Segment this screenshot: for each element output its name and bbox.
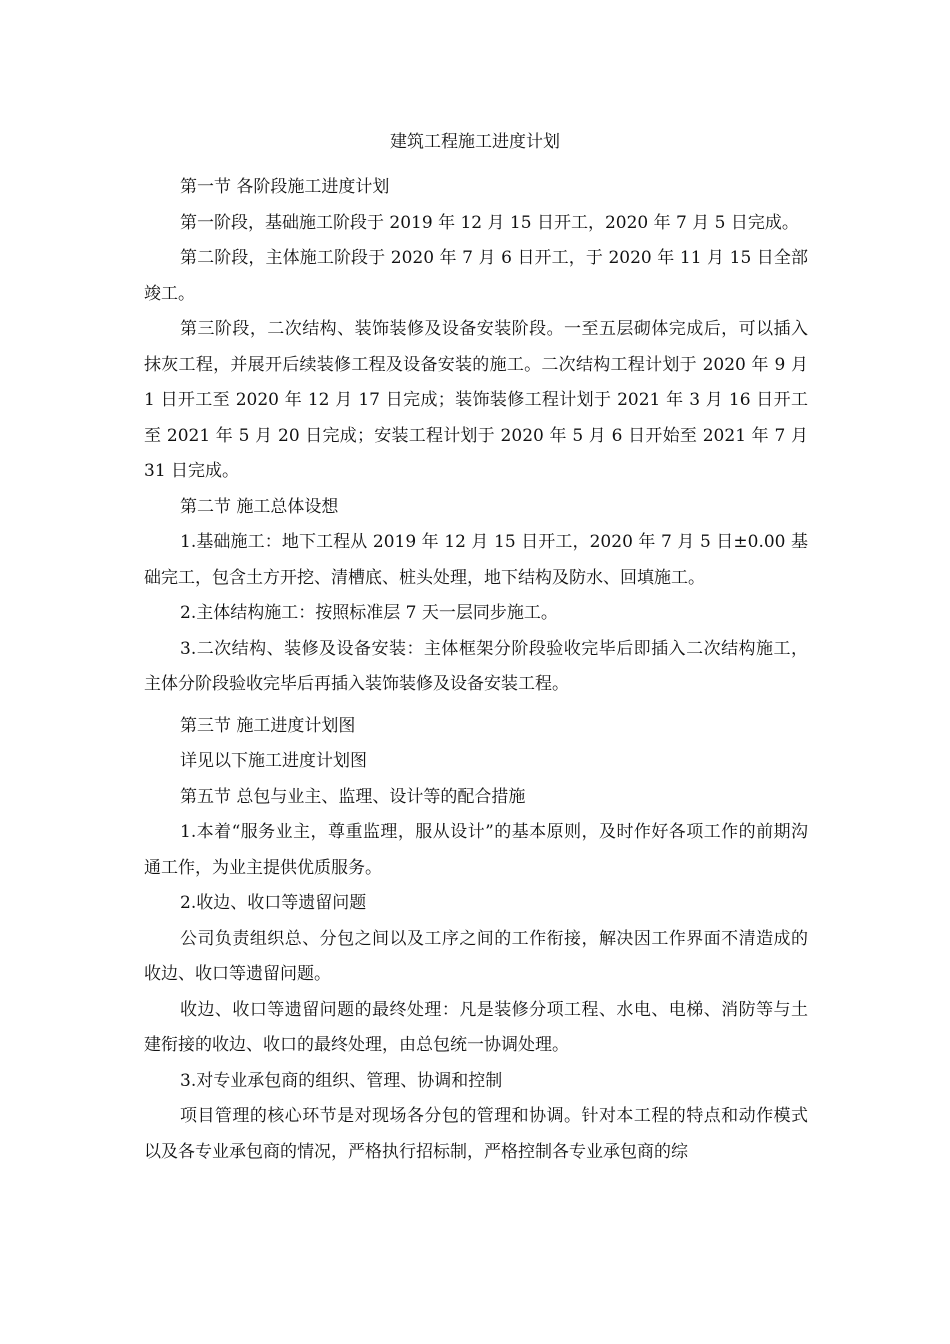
section-heading: 第三节 施工进度计划图 — [180, 715, 356, 736]
document-title: 建筑工程施工进度计划 — [390, 132, 560, 152]
section-heading: 第二节 施工总体设想 — [180, 496, 339, 517]
paragraph: 第二阶段，主体施工阶段于 2020 年 7 月 6 日开工，于 2020 年 11 月 15 日全部竣工。 — [144, 248, 808, 304]
paragraph: 3.二次结构、装修及设备安装：主体框架分阶段验收完毕后即插入二次结构施工，主体分阶段验收完毕后再插入装饰装修及设备安装工程。 — [144, 638, 808, 694]
paragraph: 2.主体结构施工：按照标准层 7 天一层同步施工。 — [180, 603, 558, 623]
paragraph: 2.收边、收口等遗留问题 — [180, 893, 367, 913]
paragraph: 1.本着“服务业主，尊重监理，服从设计”的基本原则，及时作好各项工作的前期沟通工作，为业主提供优质服务。 — [144, 822, 808, 878]
paragraph: 收边、收口等遗留问题的最终处理：凡是装修分项工程、水电、电梯、消防等与土建衔接的收边、收口的最终处理，由总包统一协调处理。 — [144, 999, 808, 1055]
section-heading: 第五节 总包与业主、监理、设计等的配合措施 — [180, 786, 526, 807]
paragraph: 第一阶段，基础施工阶段于 2019 年 12 月 15 日开工，2020 年 7 月 5 日完成。 — [180, 212, 799, 233]
paragraph: 详见以下施工进度计划图 — [180, 751, 367, 771]
paragraph: 1.基础施工：地下工程从 2019 年 12 月 15 日开工，2020 年 7 月 5 日±0.00 基础完工，包含土方开挖、清槽底、桩头处理，地下结构及防水、回填施工。 — [144, 532, 808, 588]
paragraph: 第三阶段，二次结构、装饰装修及设备安装阶段。一至五层砌体完成后，可以插入抹灰工程，并展开后续装修工程及设备安装的施工。二次结构工程计划于 2020 年 9 月 1 日开工至 2020 年 12 月 17 日完成；装饰装修工程计划于 2021 年 3 月 16 日开工至 2021 年 5 月 20 日完成；安装工程计划于 2020 年 5 月 6 日开始至 2021 年 7 月 31 日完成。 — [144, 319, 808, 481]
paragraph: 项目管理的核心环节是对现场各分包的管理和协调。针对本工程的特点和动作模式以及各专业承包商的情况，严格执行招标制，严格控制各专业承包商的综 — [144, 1106, 808, 1162]
paragraph: 3.对专业承包商的组织、管理、协调和控制 — [180, 1070, 503, 1091]
section-heading: 第一节 各阶段施工进度计划 — [180, 177, 390, 197]
paragraph: 公司负责组织总、分包之间以及工序之间的工作衔接，解决因工作界面不清造成的收边、收口等遗留问题。 — [144, 928, 808, 984]
document-body — [144, 170, 808, 1170]
